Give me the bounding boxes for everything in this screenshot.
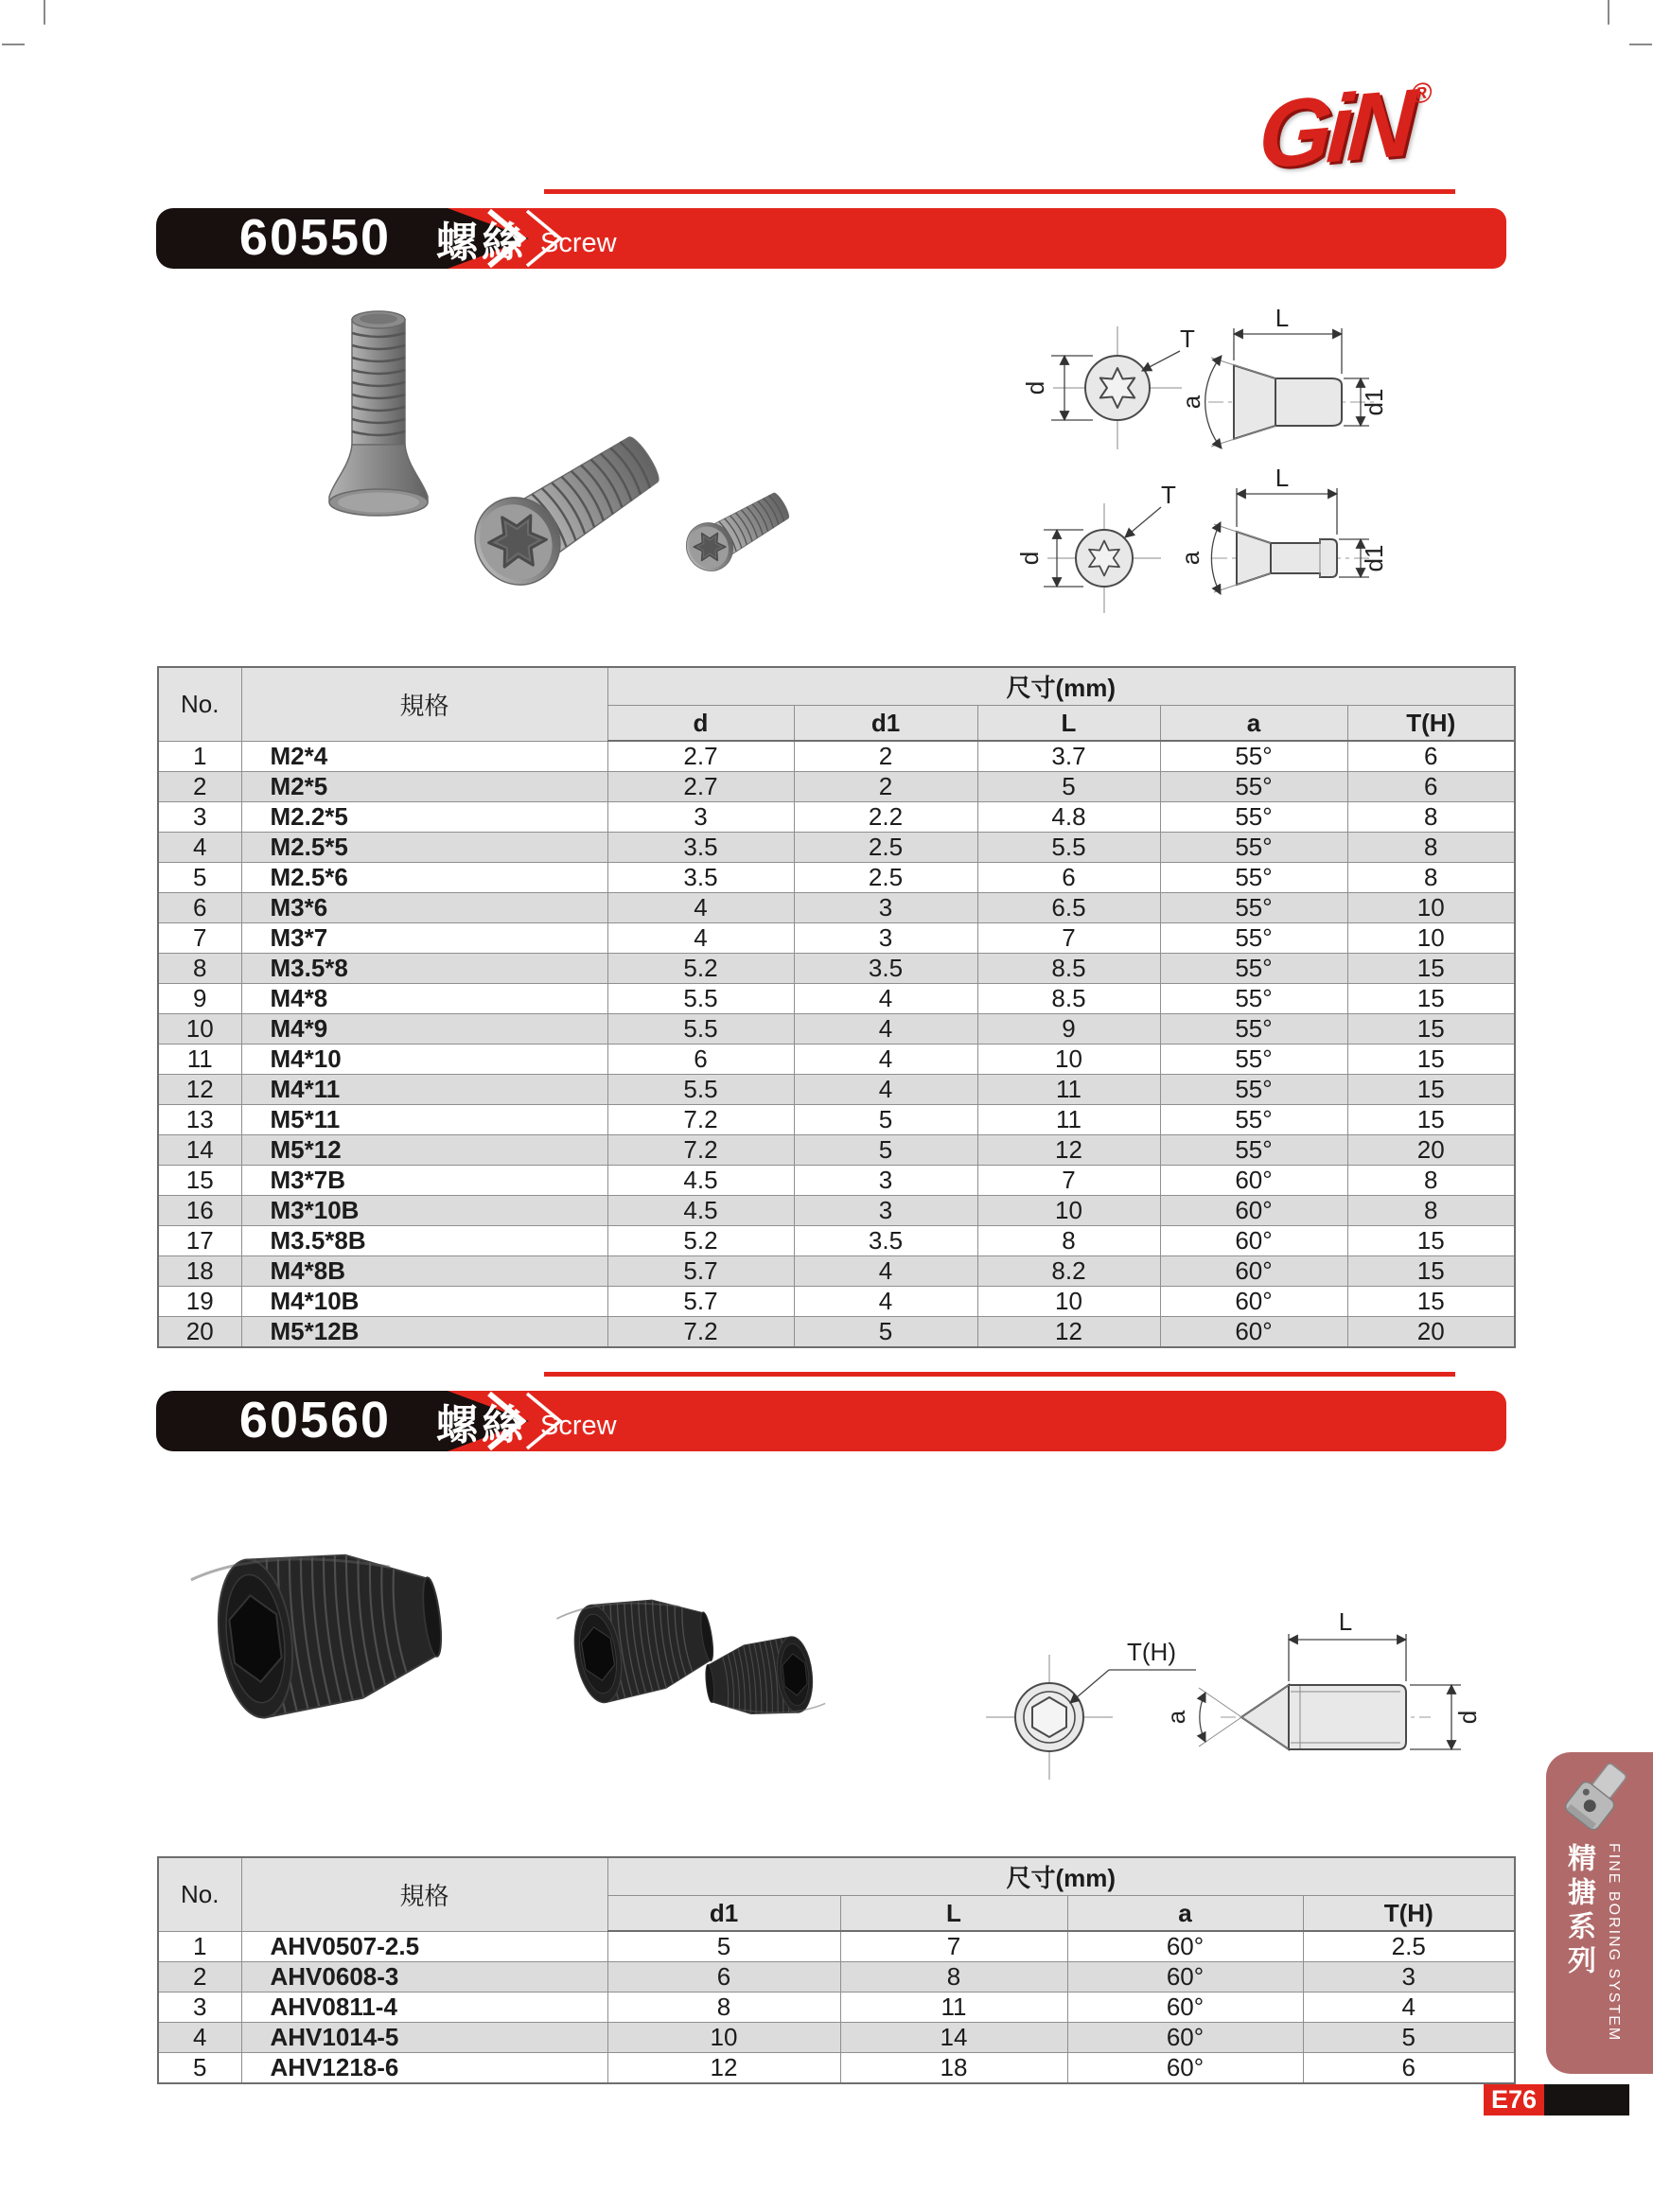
section-title-zh: 螺絲 [436, 219, 527, 266]
cell-value: 7 [977, 1166, 1160, 1196]
table-row [158, 893, 1515, 923]
cell-value: 55° [1160, 1075, 1347, 1105]
cell-value: 8 [1347, 1196, 1515, 1226]
table-row [158, 741, 1515, 772]
table-row [158, 1993, 1515, 2023]
cell-value: 6 [607, 1962, 840, 1993]
cell-value: 10 [977, 1196, 1160, 1226]
cell-no: 1 [158, 1931, 241, 1962]
cell-value: 7.2 [607, 1135, 794, 1166]
cell-no: 15 [158, 1166, 241, 1196]
cell-value: 2.2 [794, 802, 977, 833]
setscrew-product-photo-60560 [132, 1533, 889, 1760]
cell-value: 55° [1160, 1045, 1347, 1075]
gin-logo-text: GiN [1256, 69, 1413, 190]
col-header-a: a [1160, 706, 1347, 742]
cell-value: 4 [1303, 1993, 1515, 2023]
cell-spec: M2.2*5 [241, 802, 607, 833]
dim-label-a: a [1162, 1710, 1190, 1725]
cell-value: 55° [1160, 802, 1347, 833]
cell-no: 3 [158, 802, 241, 833]
col-header-spec: 規格 [241, 667, 607, 741]
cell-value: 15 [1347, 1014, 1515, 1045]
cell-value: 12 [977, 1317, 1160, 1348]
cell-value: 7.2 [607, 1105, 794, 1135]
cell-value: 7 [977, 923, 1160, 954]
cell-value: 5 [607, 1931, 840, 1962]
cell-value: 14 [840, 2023, 1067, 2053]
cell-spec: M3*6 [241, 893, 607, 923]
cell-value: 60° [1067, 2023, 1303, 2053]
dim-label-d: d [1021, 380, 1049, 395]
dim-label-T: T [1161, 481, 1176, 509]
cell-value: 7 [840, 1931, 1067, 1962]
cell-value: 2.7 [607, 772, 794, 802]
cell-value: 9 [977, 1014, 1160, 1045]
banner-keyline [544, 1372, 1455, 1377]
cell-value: 8 [840, 1962, 1067, 1993]
cell-value: 5 [794, 1135, 977, 1166]
table-row [158, 1317, 1515, 1348]
col-header-dimensions: 尺寸(mm) [607, 667, 1515, 706]
cell-spec: M5*12 [241, 1135, 607, 1166]
cell-value: 6 [977, 863, 1160, 893]
cell-value: 8 [1347, 1166, 1515, 1196]
page-number-badge: E76 [1484, 2084, 1544, 2115]
cell-value: 2.5 [794, 863, 977, 893]
cell-no: 4 [158, 833, 241, 863]
table-row [158, 984, 1515, 1014]
cell-value: 2 [794, 741, 977, 772]
cell-value: 55° [1160, 741, 1347, 772]
screw-dimension-diagram-1 [998, 307, 1509, 468]
cell-value: 4 [794, 1045, 977, 1075]
cell-value: 10 [977, 1287, 1160, 1317]
section-title-en: Screw [540, 227, 617, 258]
spec-table-60550 [157, 666, 1516, 1348]
cell-value: 10 [1347, 923, 1515, 954]
dim-label-d1: d1 [1360, 544, 1388, 572]
table-row [158, 1166, 1515, 1196]
cell-no: 20 [158, 1317, 241, 1348]
cell-value: 12 [607, 2053, 840, 2084]
small-screw-photo [677, 483, 796, 579]
cell-spec: M3*7B [241, 1166, 607, 1196]
table-row [158, 1256, 1515, 1287]
cell-value: 60° [1067, 1931, 1303, 1962]
dim-label-L: L [1275, 465, 1290, 492]
cell-value: 4.5 [607, 1196, 794, 1226]
dim-label-d1: d1 [1360, 388, 1388, 416]
table-row [158, 772, 1515, 802]
cell-no: 19 [158, 1287, 241, 1317]
medium-setscrew-photo [555, 1588, 719, 1709]
crop-mark-top-right-v [1608, 0, 1609, 25]
cell-value: 5.2 [607, 1226, 794, 1256]
crop-mark-top-left-v [44, 0, 45, 25]
cell-value: 6 [1347, 741, 1515, 772]
cell-value: 4 [794, 1256, 977, 1287]
col-header-dimensions: 尺寸(mm) [607, 1857, 1515, 1896]
cell-value: 5 [794, 1105, 977, 1135]
cell-value: 4 [794, 984, 977, 1014]
table-row [158, 1196, 1515, 1226]
cell-spec: M4*8 [241, 984, 607, 1014]
gin-logo [1256, 58, 1535, 196]
cell-value: 60° [1160, 1226, 1347, 1256]
cell-value: 3 [1303, 1962, 1515, 1993]
cell-value: 2.5 [794, 833, 977, 863]
cell-value: 5.7 [607, 1287, 794, 1317]
table-row [158, 1075, 1515, 1105]
cell-value: 15 [1347, 984, 1515, 1014]
table-row [158, 1045, 1515, 1075]
lying-screw-photo [459, 419, 673, 587]
cell-value: 8 [1347, 863, 1515, 893]
cell-value: 55° [1160, 984, 1347, 1014]
cell-no: 14 [158, 1135, 241, 1166]
cell-no: 13 [158, 1105, 241, 1135]
cell-value: 11 [840, 1993, 1067, 2023]
cell-spec: M2*4 [241, 741, 607, 772]
cell-value: 15 [1347, 1075, 1515, 1105]
cell-value: 15 [1347, 1105, 1515, 1135]
cell-value: 18 [840, 2053, 1067, 2084]
cell-value: 3.5 [794, 1226, 977, 1256]
col-header-l: L [840, 1896, 1067, 1932]
cell-value: 5.5 [607, 1075, 794, 1105]
cell-value: 11 [977, 1105, 1160, 1135]
cell-value: 15 [1347, 1226, 1515, 1256]
cell-value: 6 [1347, 772, 1515, 802]
cell-value: 6 [607, 1045, 794, 1075]
table-row [158, 1931, 1515, 1962]
col-header-d1: d1 [607, 1896, 840, 1932]
cell-spec: AHV1014-5 [241, 2023, 607, 2053]
cell-no: 2 [158, 1962, 241, 1993]
dim-label-d: d [1015, 551, 1044, 566]
cell-value: 5 [794, 1317, 977, 1348]
cell-value: 60° [1160, 1317, 1347, 1348]
col-header-no: No. [158, 667, 241, 741]
cell-no: 12 [158, 1075, 241, 1105]
cell-value: 10 [977, 1045, 1160, 1075]
dim-label-d: d [1453, 1710, 1482, 1725]
cell-value: 3.5 [607, 833, 794, 863]
cell-no: 7 [158, 923, 241, 954]
cell-value: 5.5 [607, 984, 794, 1014]
cell-value: 2.7 [607, 741, 794, 772]
table-row [158, 1014, 1515, 1045]
cell-value: 4 [607, 893, 794, 923]
cell-value: 2.5 [1303, 1931, 1515, 1962]
cell-value: 5.5 [977, 833, 1160, 863]
col-header-th: T(H) [1347, 706, 1515, 742]
cell-value: 3 [794, 893, 977, 923]
cell-no: 16 [158, 1196, 241, 1226]
table-row [158, 1226, 1515, 1256]
cell-value: 8.5 [977, 954, 1160, 984]
table-row [158, 1135, 1515, 1166]
page-number-bar [1544, 2084, 1629, 2115]
table-row [158, 2053, 1515, 2084]
cell-value: 3.7 [977, 741, 1160, 772]
table-row [158, 802, 1515, 833]
cell-value: 8 [1347, 833, 1515, 863]
cell-value: 4 [607, 923, 794, 954]
cell-spec: AHV1218-6 [241, 2053, 607, 2084]
cell-value: 7.2 [607, 1317, 794, 1348]
cell-no: 9 [158, 984, 241, 1014]
cell-value: 5.2 [607, 954, 794, 984]
cell-value: 15 [1347, 954, 1515, 984]
cell-value: 55° [1160, 893, 1347, 923]
cell-value: 8 [607, 1993, 840, 2023]
cell-no: 3 [158, 1993, 241, 2023]
setscrew-dimension-diagram [958, 1602, 1511, 1824]
cell-value: 60° [1160, 1196, 1347, 1226]
series-title-en: FINE BORING SYSTEM [1606, 1843, 1622, 2043]
crop-mark-top-left-h [2, 44, 25, 45]
cell-spec: M2.5*5 [241, 833, 607, 863]
cell-no: 17 [158, 1226, 241, 1256]
cell-value: 55° [1160, 833, 1347, 863]
cell-spec: M4*8B [241, 1256, 607, 1287]
cell-value: 12 [977, 1135, 1160, 1166]
cell-value: 8 [1347, 802, 1515, 833]
dim-label-L: L [1338, 1607, 1353, 1636]
dim-label-T: T [1180, 325, 1195, 353]
cell-spec: M3.5*8 [241, 954, 607, 984]
cell-spec: M3.5*8B [241, 1226, 607, 1256]
table-row [158, 863, 1515, 893]
cell-value: 8 [977, 1226, 1160, 1256]
cell-value: 4.5 [607, 1166, 794, 1196]
table-row [158, 954, 1515, 984]
section-banner-60560 [156, 1391, 1506, 1451]
dim-label-L: L [1275, 307, 1290, 332]
registered-trademark-icon: ® [1410, 77, 1433, 111]
cell-value: 60° [1160, 1166, 1347, 1196]
cell-spec: M5*12B [241, 1317, 607, 1348]
cell-value: 60° [1067, 2053, 1303, 2084]
cell-value: 55° [1160, 923, 1347, 954]
cell-value: 6 [1303, 2053, 1515, 2084]
cell-no: 4 [158, 2023, 241, 2053]
section-code: 60550 [238, 209, 392, 266]
cell-no: 6 [158, 893, 241, 923]
cell-value: 60° [1160, 1287, 1347, 1317]
cell-value: 3 [794, 1196, 977, 1226]
cell-value: 4 [794, 1075, 977, 1105]
cell-spec: AHV0507-2.5 [241, 1931, 607, 1962]
cell-value: 4 [794, 1014, 977, 1045]
cell-value: 10 [1347, 893, 1515, 923]
dim-label-a: a [1177, 395, 1205, 410]
cell-value: 8.5 [977, 984, 1160, 1014]
cell-no: 1 [158, 741, 241, 772]
boring-head-photo [1556, 1760, 1637, 1841]
cell-value: 55° [1160, 772, 1347, 802]
large-setscrew-photo [189, 1537, 449, 1725]
cell-spec: M2*5 [241, 772, 607, 802]
cell-value: 20 [1347, 1135, 1515, 1166]
standing-screw-photo [329, 311, 428, 516]
cell-value: 8.2 [977, 1256, 1160, 1287]
table-row [158, 1105, 1515, 1135]
table-row [158, 923, 1515, 954]
section-banner-60550 [156, 208, 1506, 269]
cell-value: 10 [607, 2023, 840, 2053]
cell-value: 3.5 [794, 954, 977, 984]
banner-keyline [544, 189, 1455, 194]
cell-value: 11 [977, 1075, 1160, 1105]
cell-no: 8 [158, 954, 241, 984]
dim-label-a: a [1176, 551, 1205, 566]
cell-value: 55° [1160, 1135, 1347, 1166]
crop-mark-top-right-h [1629, 44, 1652, 45]
section-title-en: Screw [540, 1410, 617, 1441]
cell-no: 5 [158, 863, 241, 893]
cell-value: 5 [977, 772, 1160, 802]
cell-spec: M2.5*6 [241, 863, 607, 893]
cell-value: 55° [1160, 1014, 1347, 1045]
table-row [158, 833, 1515, 863]
cell-spec: M3*10B [241, 1196, 607, 1226]
cell-value: 4.8 [977, 802, 1160, 833]
cell-value: 20 [1347, 1317, 1515, 1348]
screw-product-photo-60550 [284, 303, 833, 587]
cell-spec: M4*9 [241, 1014, 607, 1045]
cell-value: 5.7 [607, 1256, 794, 1287]
cell-value: 60° [1067, 1993, 1303, 2023]
table-row [158, 1962, 1515, 1993]
cell-value: 3.5 [607, 863, 794, 893]
cell-spec: AHV0608-3 [241, 1962, 607, 1993]
col-header-l: L [977, 706, 1160, 742]
spec-table-60560 [157, 1856, 1516, 2084]
screw-dimension-diagram-2 [998, 465, 1509, 634]
cell-spec: AHV0811-4 [241, 1993, 607, 2023]
col-header-a: a [1067, 1896, 1303, 1932]
section-title-zh: 螺絲 [436, 1402, 527, 1448]
col-header-th: T(H) [1303, 1896, 1515, 1932]
series-tab-fine-boring [1546, 1752, 1653, 2074]
cell-value: 5.5 [607, 1014, 794, 1045]
table-row [158, 1287, 1515, 1317]
cell-spec: M5*11 [241, 1105, 607, 1135]
cell-value: 3 [607, 802, 794, 833]
cell-value: 55° [1160, 954, 1347, 984]
cell-spec: M4*10B [241, 1287, 607, 1317]
cell-spec: M4*11 [241, 1075, 607, 1105]
cell-value: 55° [1160, 863, 1347, 893]
small-setscrew-photo [702, 1634, 826, 1722]
dim-label-TH: T(H) [1127, 1638, 1176, 1666]
cell-value: 55° [1160, 1105, 1347, 1135]
section-code: 60560 [238, 1392, 392, 1448]
cell-value: 4 [794, 1287, 977, 1317]
cell-value: 15 [1347, 1256, 1515, 1287]
col-header-no: No. [158, 1857, 241, 1931]
cell-value: 3 [794, 1166, 977, 1196]
cell-spec: M3*7 [241, 923, 607, 954]
series-title-zh: 精搪系列 [1563, 1843, 1594, 1979]
cell-value: 60° [1067, 1962, 1303, 1993]
table-row [158, 2023, 1515, 2053]
col-header-d1: d1 [794, 706, 977, 742]
cell-value: 6.5 [977, 893, 1160, 923]
cell-no: 2 [158, 772, 241, 802]
col-header-spec: 規格 [241, 1857, 607, 1931]
cell-value: 3 [794, 923, 977, 954]
col-header-d: d [607, 706, 794, 742]
cell-value: 60° [1160, 1256, 1347, 1287]
cell-value: 2 [794, 772, 977, 802]
cell-spec: M4*10 [241, 1045, 607, 1075]
cell-no: 5 [158, 2053, 241, 2084]
cell-value: 5 [1303, 2023, 1515, 2053]
cell-no: 10 [158, 1014, 241, 1045]
cell-value: 15 [1347, 1287, 1515, 1317]
cell-value: 15 [1347, 1045, 1515, 1075]
cell-no: 18 [158, 1256, 241, 1287]
cell-no: 11 [158, 1045, 241, 1075]
